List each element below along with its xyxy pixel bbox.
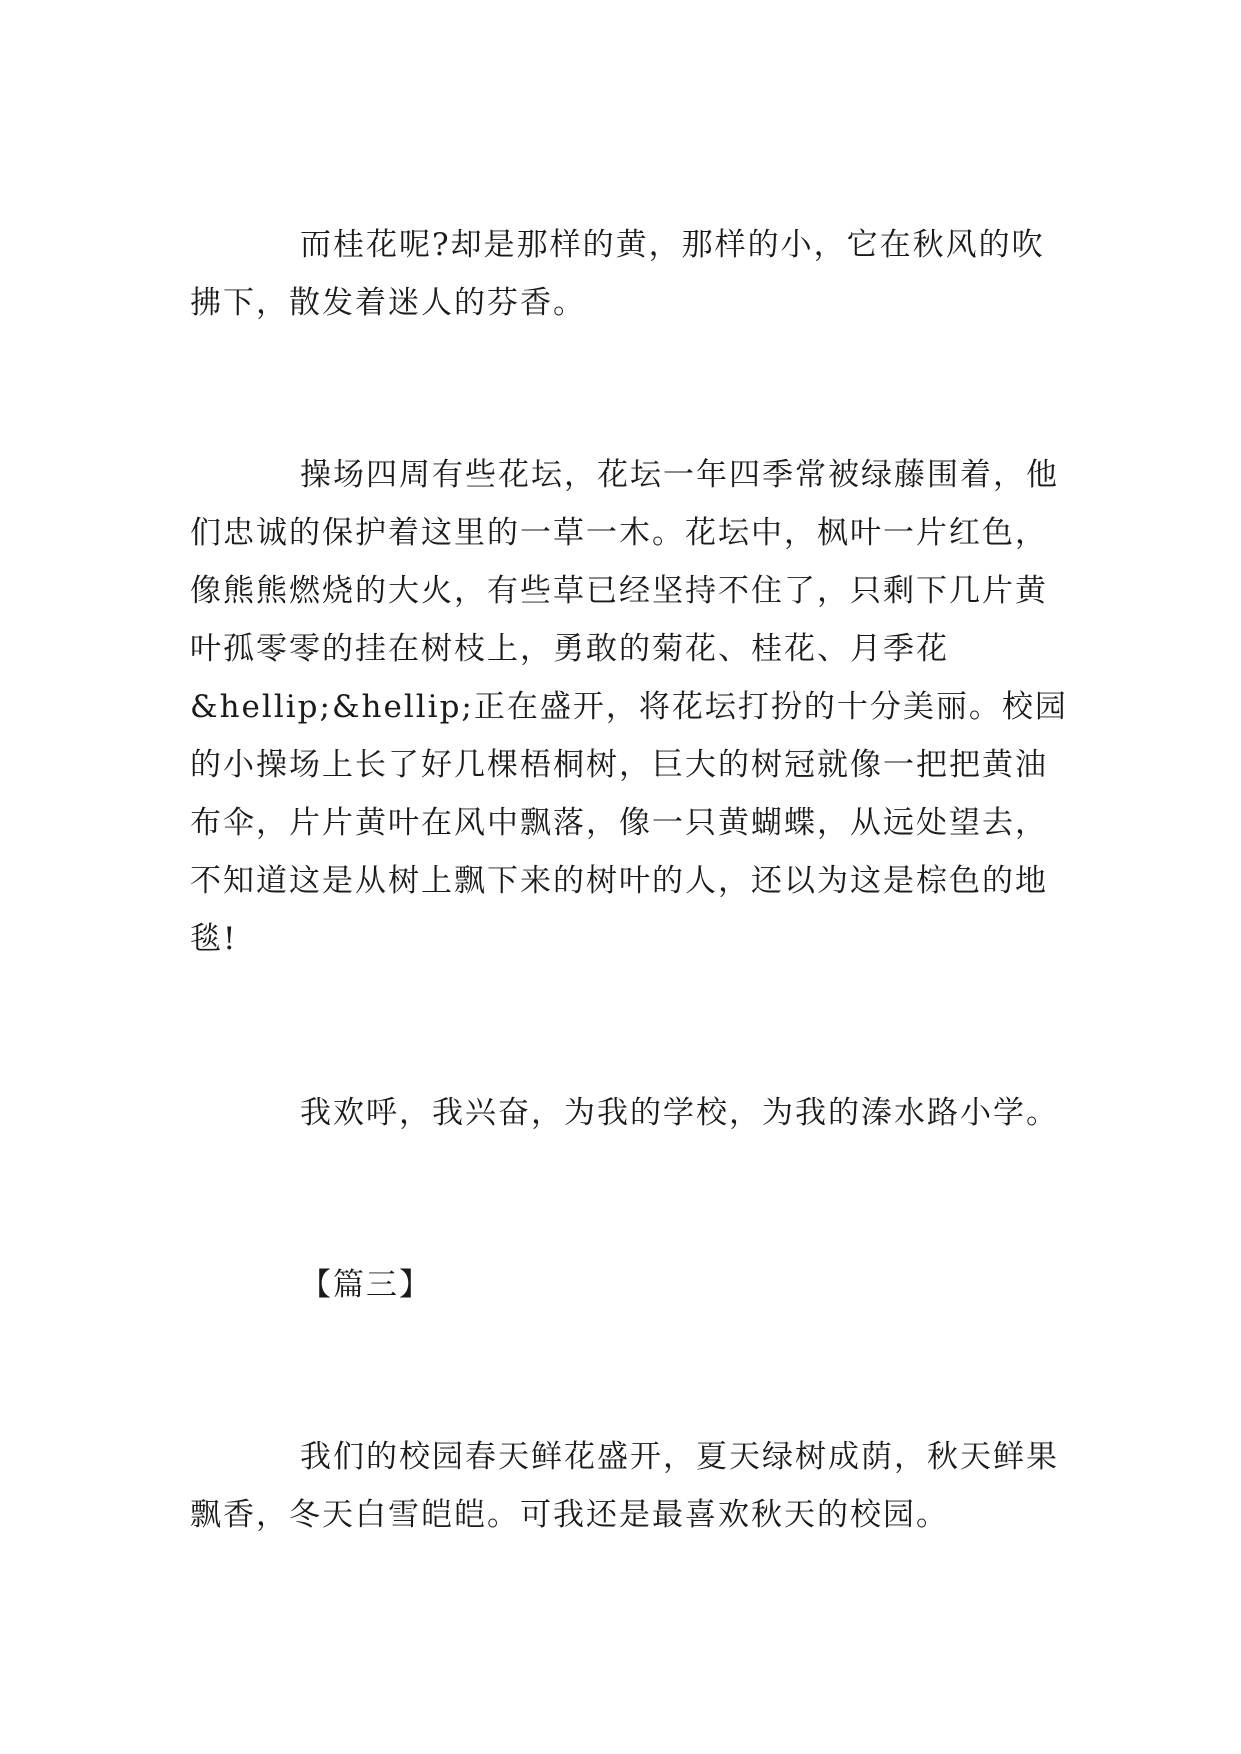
paragraph-2-line-8: 不知道这是从树上飘下来的树叶的人，还以为这是棕色的地	[190, 863, 1048, 899]
paragraph-2-line-1: 操场四周有些花坛，花坛一年四季常被绿藤围着，他	[300, 457, 1059, 493]
paragraph-4-line-2: 飘香，冬天白雪皑皑。可我还是最喜欢秋天的校园。	[190, 1497, 949, 1533]
paragraph-1-line-1: 而桂花呢?却是那样的黄，那样的小，它在秋风的吹	[300, 227, 1045, 263]
paragraph-2-line-2: 们忠诚的保护着这里的一草一木。花坛中，枫叶一片红色，	[190, 515, 1048, 551]
section-heading: 【篇三】	[300, 1267, 432, 1303]
paragraph-2-line-9: 毯!	[190, 921, 238, 957]
paragraph-2-line-3: 像熊熊燃烧的大火，有些草已经坚持不住了，只剩下几片黄	[190, 573, 1048, 609]
paragraph-2-line-6: 的小操场上长了好几棵梧桐树，巨大的树冠就像一把把黄油	[190, 747, 1048, 783]
paragraph-2-line-5: &hellip;&hellip;正在盛开，将花坛打扮的十分美丽。校园	[190, 689, 1068, 725]
paragraph-3-line-1: 我欢呼，我兴奋，为我的学校，为我的溱水路小学。	[300, 1095, 1059, 1131]
paragraph-2-line-7: 布伞，片片黄叶在风中飘落，像一只黄蝴蝶，从远处望去，	[190, 805, 1048, 841]
paragraph-2-line-4: 叶孤零零的挂在树枝上，勇敢的菊花、桂花、月季花	[190, 631, 949, 667]
paragraph-1-line-2: 拂下，散发着迷人的芬香。	[190, 285, 586, 321]
paragraph-4-line-1: 我们的校园春天鲜花盛开，夏天绿树成荫，秋天鲜果	[300, 1439, 1059, 1475]
